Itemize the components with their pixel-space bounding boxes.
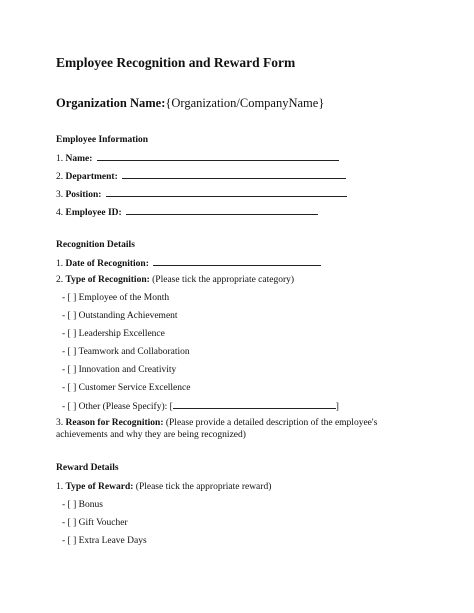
other-specify-close-bracket: ] <box>335 402 339 412</box>
field-number: 1. <box>56 154 64 164</box>
position-label: Position: <box>65 190 102 200</box>
type-of-reward-note: (Please tick the appropriate reward) <box>135 482 272 492</box>
type-of-recognition-row <box>56 274 294 286</box>
recognition-details-heading: Recognition Details <box>56 240 135 250</box>
date-of-recognition-field[interactable] <box>56 256 321 270</box>
field-number: 2. <box>56 172 64 182</box>
reason-for-recognition-label: Reason for Recognition: <box>65 418 164 428</box>
option-outstanding-achievement[interactable]: - [ ] Outstanding Achievement <box>62 311 178 321</box>
option-teamwork-and-collaboration[interactable]: - [ ] Teamwork and Collaboration <box>62 347 190 357</box>
type-of-reward-row <box>56 481 271 493</box>
other-specify-input-line[interactable] <box>173 399 336 409</box>
field-number: 1. <box>56 259 64 269</box>
option-customer-service-excellence[interactable]: - [ ] Customer Service Excellence <box>62 383 191 393</box>
field-number: 4. <box>56 208 64 218</box>
employee-information-heading: Employee Information <box>56 135 149 145</box>
position-field[interactable] <box>56 187 347 201</box>
employee-id-field[interactable] <box>56 205 318 219</box>
option-leadership-excellence[interactable]: - [ ] Leadership Excellence <box>62 329 165 339</box>
type-of-recognition-note: (Please tick the appropriate category) <box>152 275 295 285</box>
reason-for-recognition-note: (Please provide a detailed description of the employee's achievements and why they are being recognized) <box>56 418 378 440</box>
employee-id-label: Employee ID: <box>65 208 122 218</box>
option-innovation-and-creativity[interactable]: - [ ] Innovation and Creativity <box>62 365 177 375</box>
field-number: 3. <box>56 418 64 428</box>
position-input-line[interactable] <box>106 187 347 197</box>
name-input-line[interactable] <box>97 151 339 161</box>
option-gift-voucher[interactable]: - [ ] Gift Voucher <box>62 518 128 528</box>
field-number: 1. <box>56 482 64 492</box>
department-label: Department: <box>65 172 118 182</box>
organization-name-label: Organization Name: <box>56 96 166 110</box>
option-extra-leave-days[interactable]: - [ ] Extra Leave Days <box>62 536 147 546</box>
department-field[interactable] <box>56 169 346 183</box>
reason-for-recognition-row <box>56 417 386 441</box>
option-bonus[interactable]: - [ ] Bonus <box>62 500 103 510</box>
type-of-reward-label: Type of Reward: <box>65 482 134 492</box>
organization-name-value: {Organization/CompanyName} <box>165 96 325 110</box>
date-of-recognition-input-line[interactable] <box>153 256 321 266</box>
other-specify-label: - [ ] Other (Please Specify): [ <box>62 402 173 412</box>
type-of-recognition-label: Type of Recognition: <box>65 275 150 285</box>
option-employee-of-the-month[interactable]: - [ ] Employee of the Month <box>62 293 170 303</box>
name-field[interactable] <box>56 151 339 165</box>
field-number: 2. <box>56 275 64 285</box>
organization-name-row <box>56 96 324 111</box>
option-other-specify[interactable] <box>62 399 339 413</box>
date-of-recognition-label: Date of Recognition: <box>65 259 149 269</box>
field-number: 3. <box>56 190 64 200</box>
employee-id-input-line[interactable] <box>126 205 318 215</box>
name-label: Name: <box>65 154 93 164</box>
form-title: Employee Recognition and Reward Form <box>56 55 296 70</box>
department-input-line[interactable] <box>122 169 346 179</box>
reward-details-heading: Reward Details <box>56 463 119 473</box>
